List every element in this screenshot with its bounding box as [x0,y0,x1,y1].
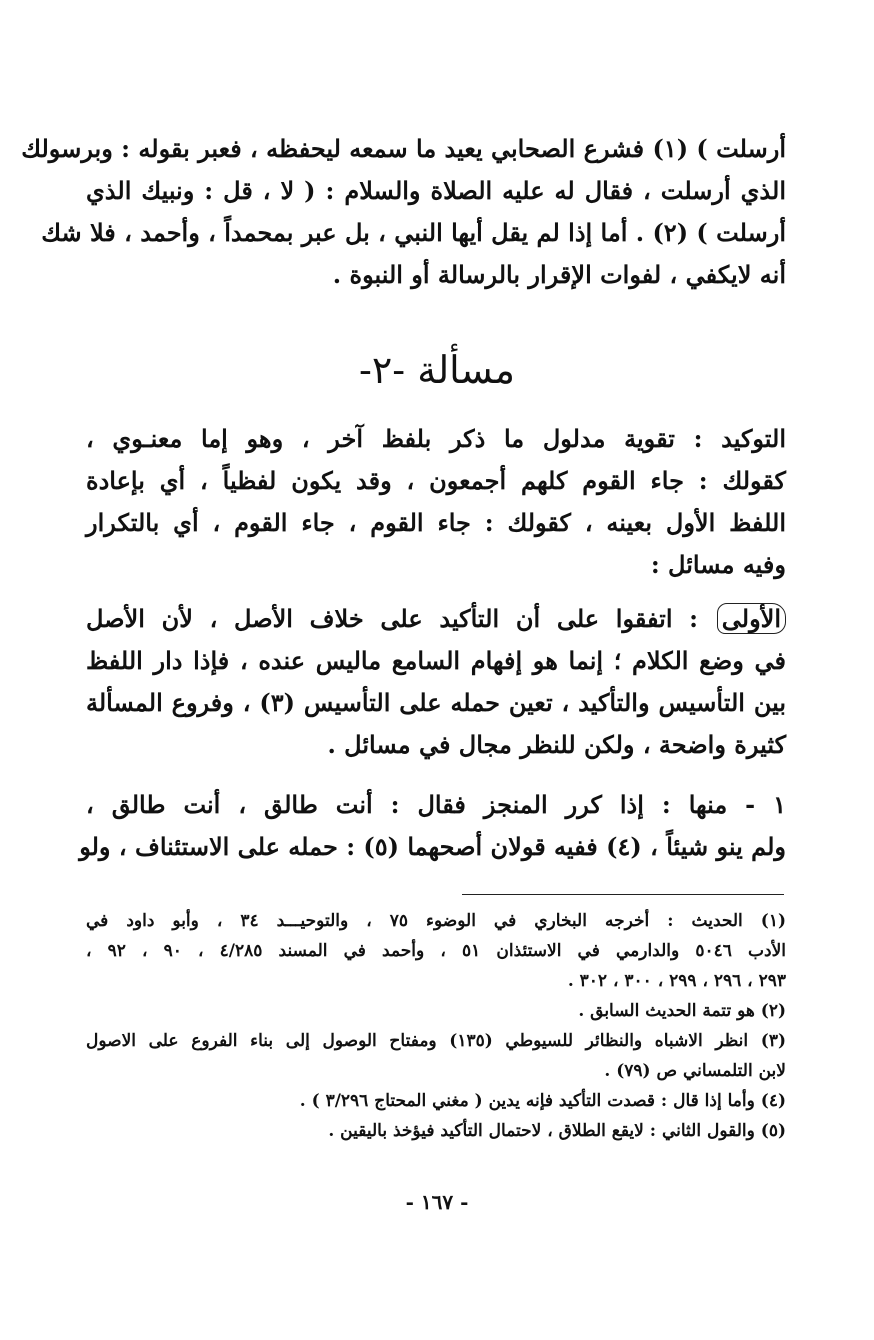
footnote-line: (٥) والقول الثاني : لايقع الطلاق ، لاحتمال التأكيد فيؤخذ باليقين . [328,1121,786,1141]
text-line: كثيرة واضحة ، ولكن للنظر مجال في مسائل . [327,730,786,759]
text-line: الذي أرسلت ، فقال له عليه الصلاة والسلام : ( لا ، قل : ونبيك الذي [86,176,786,205]
footnote-line: (٤) وأما إذا قال : قصدت التأكيد فإنه يدين ( مغني المحتاج ٣/٢٩٦ ) . [299,1091,786,1111]
footnote-line: (١) الحديث : أخرجه البخاري في الوضوء ٧٥ ، والتوحيـــد ٣٤ ، وأبو داود في [86,911,786,931]
text-line: التوكيد : تقوية مدلول ما ذكر بلفظ آخر ، وهو إما معنـوي ، [86,424,786,453]
text-span: : اتفقوا على أن التأكيد على خلاف الأصل ، لأن الأصل [86,604,699,633]
paragraph-1 [21,128,786,296]
paragraph-2 [86,418,786,586]
boxed-label: الأولى [717,603,786,634]
footnote-line: ٢٩٣ ، ٢٩٦ ، ٢٩٩ ، ٣٠٠ ، ٣٠٢ . [567,971,786,991]
text-line: أرسلت ) (١) فشرع الصحابي يعيد ما سمعه ليحفظه ، فعبر بقوله : وبرسولك [21,134,786,163]
text-line: ولم ينو شيئاً ، (٤) ففيه قولان أصحهما (٥) : حمله على الاستئناف ، ولو [79,832,786,861]
text-line [86,598,786,640]
paragraph-4 [79,784,786,868]
footnote-line: (٢) هو تتمة الحديث السابق . [578,1001,786,1021]
text-line: اللفظ الأول بعينه ، كقولك : جاء القوم ، جاء القوم ، أي بالتكرار [86,508,786,537]
footnote-line: الأدب ٥٠٤٦ والدارمي في الاستئذان ٥١ ، وأحمد في المسند ٤/٢٨٥ ، ٩٠ ، ٩٢ ، [86,941,786,961]
text-line: كقولك : جاء القوم كلهم أجمعون ، وقد يكون لفظياً ، أي بإعادة [86,466,786,495]
footnote-line: (٣) انظر الاشباه والنظائر للسيوطي (١٣٥) ومفتاح الوصول إلى بناء الفروع على الاصول [86,1031,786,1051]
section-heading: مسألة -٢- [359,348,515,392]
footnote-divider [462,894,784,895]
paragraph-3 [86,598,786,766]
footnote-line: لابن التلمساني ص (٧٩) . [604,1061,786,1081]
text-line: أرسلت ) (٢) . أما إذا لم يقل أيها النبي ، بل عبر بمحمداً ، وأحمد ، فلا شك [41,218,786,247]
footnotes [86,906,786,1146]
text-line: وفيه مسائل : [650,550,786,579]
page-number: - ١٦٧ - [405,1190,469,1214]
text-line: أنه لايكفي ، لفوات الإقرار بالرسالة أو النبوة . [332,260,786,289]
text-line: بين التأسيس والتأكيد ، تعين حمله على التأسيس (٣) ، وفروع المسألة [86,688,787,717]
text-line: في وضع الكلام ؛ إنما هو إفهام السامع ماليس عنده ، فإذا دار اللفظ [86,646,786,675]
text-line: ١ - منها : إذا كرر المنجز فقال : أنت طالق ، أنت طالق ، [86,790,786,819]
